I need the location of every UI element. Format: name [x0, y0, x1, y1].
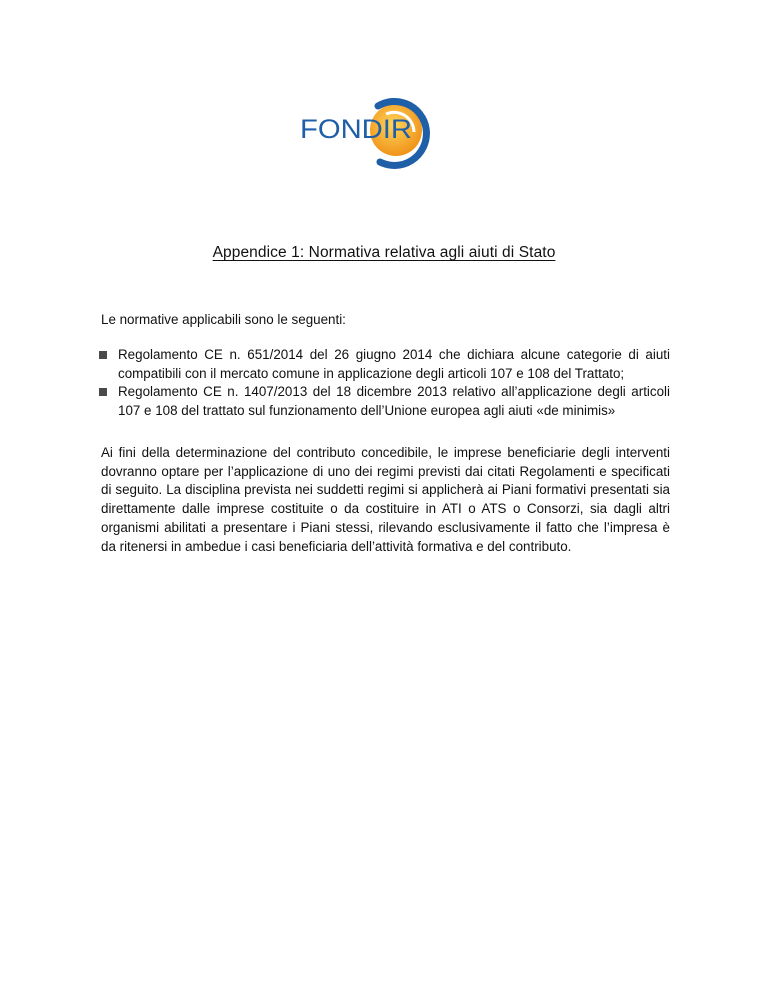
fondir-logo [296, 96, 436, 172]
appendix-heading-text: Appendice 1: Normativa relativa agli aiuti di Stato [212, 244, 556, 261]
list-item-text: Regolamento CE n. 1407/2013 del 18 dicembre 2013 relativo all’applicazione degli articoli 107 e 108 del trattato sul funzionamento dell’Unione europea agli aiuti «de minimis» [118, 384, 670, 418]
list-item-text: Regolamento CE n. 651/2014 del 26 giugno 2014 che dichiara alcune categorie di aiuti compatibili con il mercato comune in applicazione degli articoli 107 e 108 del Trattato; [118, 347, 670, 381]
appendix-heading [0, 244, 768, 262]
intro-text: Le normative applicabili sono le seguenti: [101, 312, 346, 327]
list-item [97, 346, 670, 383]
square-bullet-icon [99, 351, 107, 359]
square-bullet-icon [99, 388, 107, 396]
logo-wordmark: FONDIR [300, 114, 412, 144]
list-item [97, 383, 670, 420]
body-paragraph: Ai fini della determinazione del contributo concedibile, le imprese beneficiarie degli interventi dovranno optare per l’applicazione di uno dei regimi previsti dai citati Regolamenti e specificati di seguito. La disciplina prevista nei suddetti regimi si applicherà ai Piani formativi presentati sia direttamente dalle imprese costituite o da costituire in ATI o ATS o Consorzi, sia dagli altri organismi abilitati a presentare i Piani stessi, rilevando esclusivamente il fatto che l’impresa è da ritenersi in ambedue i casi beneficiaria dell’attività formativa e del contributo. [101, 445, 670, 554]
regulation-list [97, 346, 670, 420]
